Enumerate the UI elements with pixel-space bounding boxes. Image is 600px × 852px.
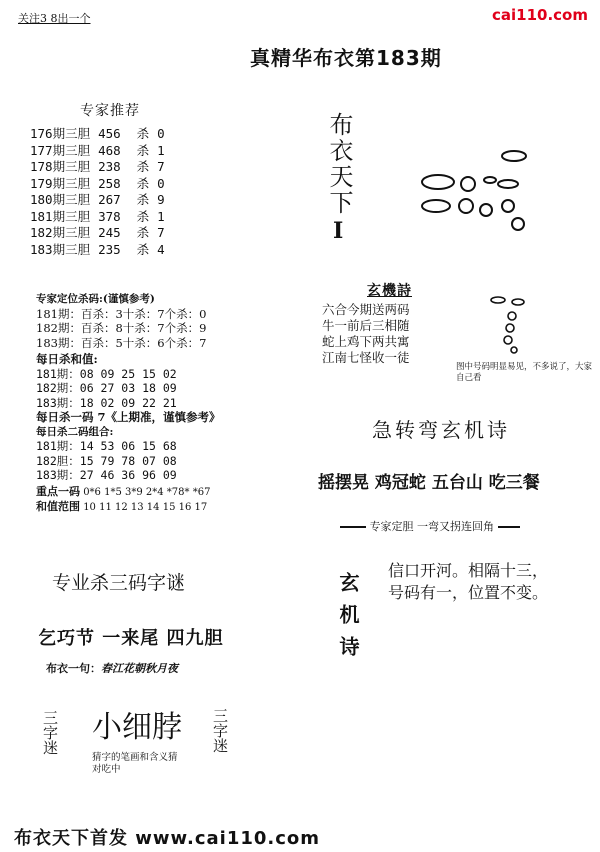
page-title: 真精华布衣第183期	[250, 46, 442, 70]
expert-issue: 176期三胆	[30, 126, 91, 141]
poem-box	[322, 280, 457, 366]
xuanji-lines	[388, 560, 548, 604]
buyi-vertical: 布衣天下	[325, 112, 353, 216]
slogan: 摇摆晃 鸡冠蛇 五台山 吃三餐	[318, 473, 540, 493]
expert-nums: 235	[98, 241, 121, 257]
expert-panel	[30, 100, 230, 270]
expert-kill: 7	[157, 159, 165, 174]
daily-two-row: 183期：27 46 36 96 09	[36, 468, 177, 482]
poem-box-line: 牛一前后三相随	[322, 318, 410, 333]
riddle-sub-label: 布衣一句：	[46, 662, 101, 675]
position-kill-list	[36, 307, 276, 351]
focus-value: 0*6 1*5 3*9 2*4 *78* *67	[83, 486, 211, 498]
poem-box-caption: 图中号码明显易见，不多说了，大家自己看	[456, 362, 593, 383]
expert-nums: 378	[98, 208, 121, 224]
three-char-right: 三字迷	[211, 708, 229, 753]
position-kill-row: 183期：百杀：5十杀：6个杀：7	[36, 335, 207, 350]
expert-kill-label: 杀	[136, 175, 150, 191]
expert-nums: 245	[98, 225, 121, 240]
expert-issue: 178期三胆	[30, 159, 91, 174]
daily-sum-row: 183期：18 02 09 22 21	[36, 395, 177, 410]
expert-kill: 4	[157, 241, 165, 257]
expert-issue: 183期三胆	[30, 241, 91, 257]
sum-range-line	[36, 500, 276, 516]
expert-nums: 456	[98, 126, 121, 141]
expert-nums: 468	[98, 142, 121, 158]
expert-kill-label: 杀	[136, 208, 150, 224]
expert-row	[30, 192, 230, 209]
poem-box-heading: 玄機詩	[367, 283, 412, 299]
xuanji-line: 信口开河。相隔十三，	[388, 561, 549, 580]
expert-issue: 179期三胆	[30, 175, 91, 191]
expert-kill-label: 杀	[136, 192, 150, 207]
expert-kill: 1	[157, 142, 165, 158]
position-kill-heading: 专家定位杀码:(谨慎参考)	[36, 293, 155, 305]
expert-kill: 0	[157, 175, 165, 191]
riddle-line: 乞巧节 一来尾 四九胆	[38, 628, 224, 649]
expert-kill: 0	[157, 126, 165, 141]
daily-sum-row: 181期：08 09 25 15 02	[36, 366, 177, 381]
sum-range-label: 和值范围	[36, 500, 80, 513]
expert-nums: 267	[98, 192, 121, 207]
position-kill-row: 182期：百杀：8十杀：7个杀：9	[36, 321, 207, 335]
expert-row	[30, 242, 230, 259]
three-char-left: 三字迷	[41, 710, 59, 755]
expert-dan-text: 专家定胆 一弯又拐连回角	[369, 520, 494, 533]
daily-sum-list	[36, 367, 276, 411]
expert-kill: 9	[157, 192, 165, 207]
expert-issue: 181期三胆	[30, 208, 91, 224]
expert-row	[30, 176, 230, 193]
riddle-heading: 专业杀三码字谜	[52, 572, 186, 594]
expert-nums: 258	[98, 175, 121, 191]
expert-kill: 7	[157, 225, 165, 240]
xuanji-vertical: 玄机诗	[336, 572, 360, 668]
daily-sum-heading: 每日杀和值:	[36, 352, 98, 366]
site-logo[interactable]: cai110.com	[492, 6, 588, 24]
sum-range-value: 10 11 12 13 14 15 16 17	[83, 502, 208, 513]
ingot-illustration	[416, 144, 548, 236]
footer-text: 布衣天下首发 www.cai110.com	[14, 828, 321, 849]
daily-one-heading: 每日杀一码 7《上期准，谨慎参考》	[36, 410, 221, 424]
poem-box-lines	[322, 302, 457, 366]
divider-right	[498, 526, 520, 528]
poem-title: 急转弯玄机诗	[372, 418, 510, 442]
expert-row	[30, 209, 230, 226]
expert-row	[30, 143, 230, 160]
expert-row	[30, 126, 230, 143]
expert-kill-label: 杀	[136, 159, 150, 174]
buyi-roman: I	[333, 218, 344, 244]
expert-issue: 177期三胆	[30, 142, 91, 158]
left-stats	[36, 292, 276, 516]
expert-issue: 180期三胆	[30, 192, 91, 207]
daily-two-heading: 每日杀二码组合:	[36, 425, 114, 438]
daily-two-row: 182胆：15 79 78 07 08	[36, 453, 177, 468]
three-char-note: 猜字的笔画和含义猜对吃中	[92, 752, 178, 775]
expert-kill-label: 杀	[136, 225, 150, 240]
expert-kill-label: 杀	[136, 142, 150, 158]
top-note: 关注3 8出一个	[18, 12, 91, 25]
poem-box-line: 蛇上鸡下两共寓	[322, 334, 410, 349]
poem-box-line: 六合今期送两码	[322, 302, 410, 317]
divider-left	[340, 526, 366, 528]
position-kill-row: 181期：百杀：3十杀：7个杀：0	[36, 306, 207, 321]
three-char-word: 小细脖	[92, 710, 182, 745]
daily-sum-row: 182期：06 27 03 18 09	[36, 381, 177, 395]
poem-box-line: 江南七怪收一徒	[322, 350, 410, 365]
riddle-sub	[46, 660, 178, 676]
expert-kill: 1	[157, 208, 165, 224]
daily-two-row: 181期：14 53 06 15 68	[36, 439, 177, 453]
expert-kill-label: 杀	[136, 126, 150, 141]
expert-dan	[340, 518, 520, 534]
expert-kill-label: 杀	[136, 241, 150, 257]
xuanji-line: 号码有一，位置不变。	[388, 583, 549, 602]
expert-list	[30, 126, 230, 258]
expert-nums: 238	[98, 159, 121, 174]
expert-heading: 专家推荐	[80, 103, 140, 119]
riddle-sub-text: 春江花朝秋月夜	[101, 662, 178, 675]
daily-two-list	[36, 439, 276, 483]
focus-line	[36, 485, 276, 501]
expert-row	[30, 225, 230, 242]
expert-row	[30, 159, 230, 176]
focus-label: 重点一码	[36, 484, 80, 498]
expert-issue: 182期三胆	[30, 225, 91, 240]
coin-illustration	[484, 292, 534, 354]
